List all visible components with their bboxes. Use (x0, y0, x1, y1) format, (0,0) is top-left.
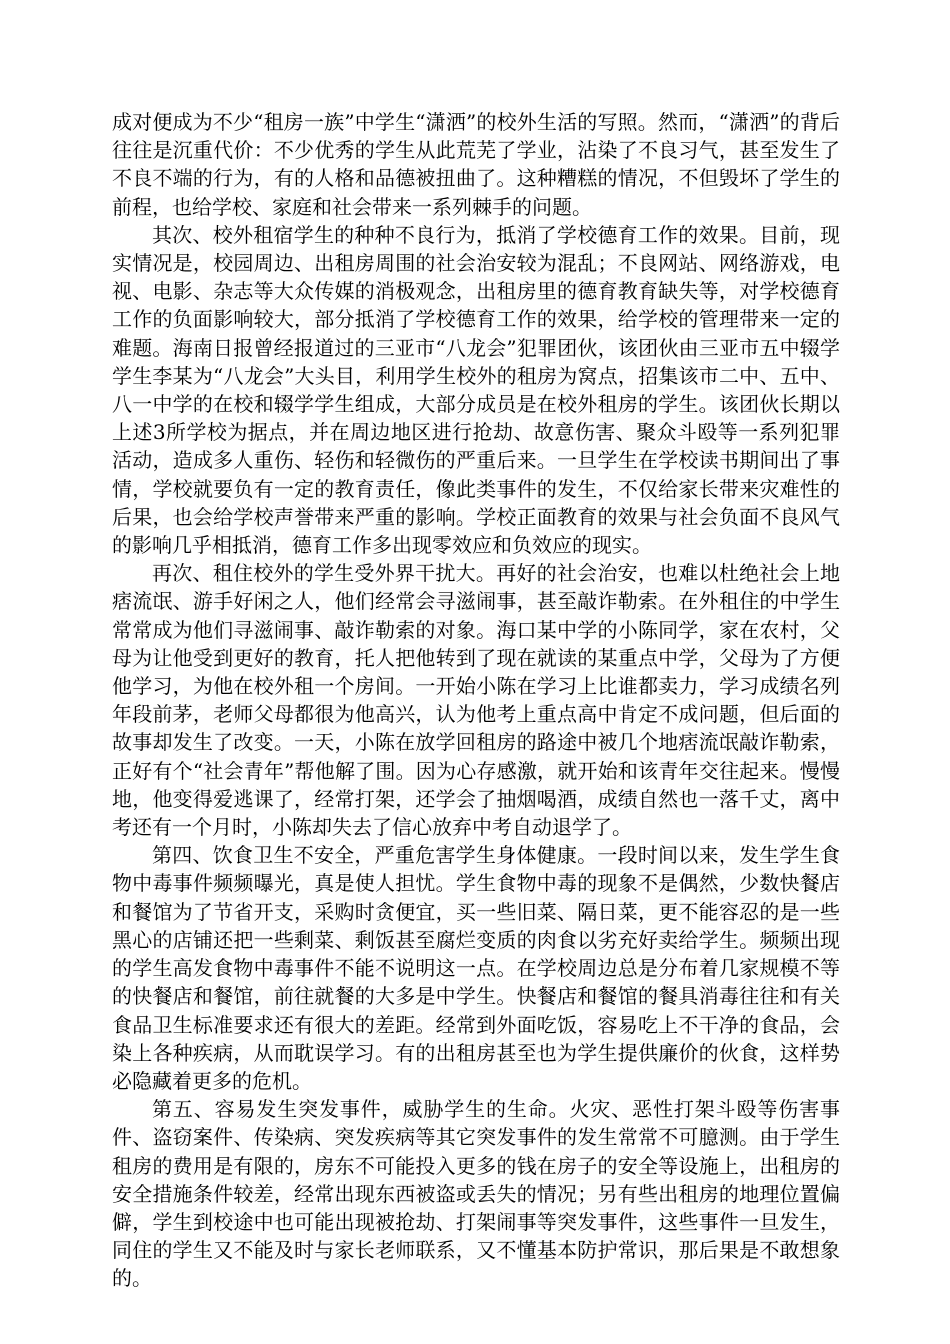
document-page (112, 108, 840, 1293)
paragraph-second: 其次、校外租宿学生的种种不良行为，抵消了学校德育工作的效果。目前，现实情况是，校园周边、出租房周围的社会治安较为混乱；不良网站、网络游戏，电视、电影、杂志等大众传媒的消极观念，出租房里的德育教育缺失等，对学校德育工作的负面影响较大，部分抵消了学校德育工作的效果，给学校的管理带来一定的难题。海南日报曾经报道过的三亚市“八龙会”犯罪团伙，该团伙由三亚市五中辍学学生李某为“八龙会”大头目，利用学生校外的租房为窝点，招集该市二中、五中、八一中学的在校和辍学学生组成，大部分成员是在校外租房的学生。该团伙长期以上述3所学校为据点，并在周边地区进行抢劫、故意伤害、聚众斗殴等一系列犯罪活动，造成多人重伤、轻伤和轻微伤的严重后来。一旦学生在学校读书期间出了事情，学校就要负有一定的教育责任，像此类事件的发生，不仅给家长带来灾难性的后果，也会给学校声誉带来严重的影响。学校正面教育的效果与社会负面不良风气的影响几乎相抵消，德育工作多出现零效应和负效应的现实。 (112, 222, 840, 558)
paragraph-fifth: 第五、容易发生突发事件，威胁学生的生命。火灾、恶性打架斗殴等伤害事件、盗窃案件、传染病、突发疾病等其它突发事件的发生常常不可臆测。由于学生租房的费用是有限的，房东不可能投入更多的钱在房子的安全等设施上，出租房的安全措施条件较差，经常出现东西被盗或丢失的情况；另有些出租房的地理位置偏僻，学生到校途中也可能出现被抢劫、打架闹事等突发事件，这些事件一旦发生，同住的学生又不能及时与家长老师联系，又不懂基本防护常识，那后果是不敢想象的。 (112, 1097, 840, 1291)
paragraph-fourth: 第四、饮食卫生不安全，严重危害学生身体健康。一段时间以来，发生学生食物中毒事件频频曝光，真是使人担忧。学生食物中毒的现象不是偶然，少数快餐店和餐馆为了节省开支，采购时贪便宜，买一些旧菜、隔日菜，更不能容忍的是一些黑心的店铺还把一些剩菜、剩饭甚至腐烂变质的肉食以劣充好卖给学生。频频出现的学生高发食物中毒事件不能不说明这一点。在学校周边总是分布着几家规模不等的快餐店和餐馆，前往就餐的大多是中学生。快餐店和餐馆的餐具消毒往往和有关食品卫生标准要求还有很大的差距。经常到外面吃饭，容易吃上不干净的食品，会染上各种疾病，从而耽误学习。有的出租房甚至也为学生提供廉价的伙食，这样势必隐藏着更多的危机。 (112, 843, 840, 1093)
paragraph-intro: 成对便成为不少“租房一族”中学生“潇洒”的校外生活的写照。然而，“潇洒”的背后往往是沉重代价：不少优秀的学生从此荒芜了学业，沾染了不良习气，甚至发生了不良不端的行为，有的人格和品德被扭曲了。这种糟糕的情况，不但毁坏了学生的前程，也给学校、家庭和社会带来一系列棘手的问题。 (112, 110, 840, 219)
paragraph-third: 再次、租住校外的学生受外界干扰大。再好的社会治安，也难以杜绝社会上地痞流氓、游手好闲之人，他们经常会寻滋闹事，甚至敲诈勒索。在外租住的中学生常常成为他们寻滋闹事、敲诈勒索的对象。海口某中学的小陈同学，家在农村，父母为让他受到更好的教育，托人把他转到了现在就读的某重点中学，父母为了方便他学习，为他在校外租一个房间。一开始小陈在学习上比谁都卖力，学习成绩名列年段前茅，老师父母都很为他高兴，认为他考上重点高中肯定不成问题，但后面的故事却发生了改变。一天，小陈在放学回租房的路途中被几个地痞流氓敲诈勒索，正好有个“社会青年”帮他解了围。因为心存感激，就开始和该青年交往起来。慢慢地，他变得爱逃课了，经常打架，还学会了抽烟喝酒，成绩自然也一落千丈，离中考还有一个月时，小陈却失去了信心放弃中考自动退学了。 (112, 561, 840, 840)
